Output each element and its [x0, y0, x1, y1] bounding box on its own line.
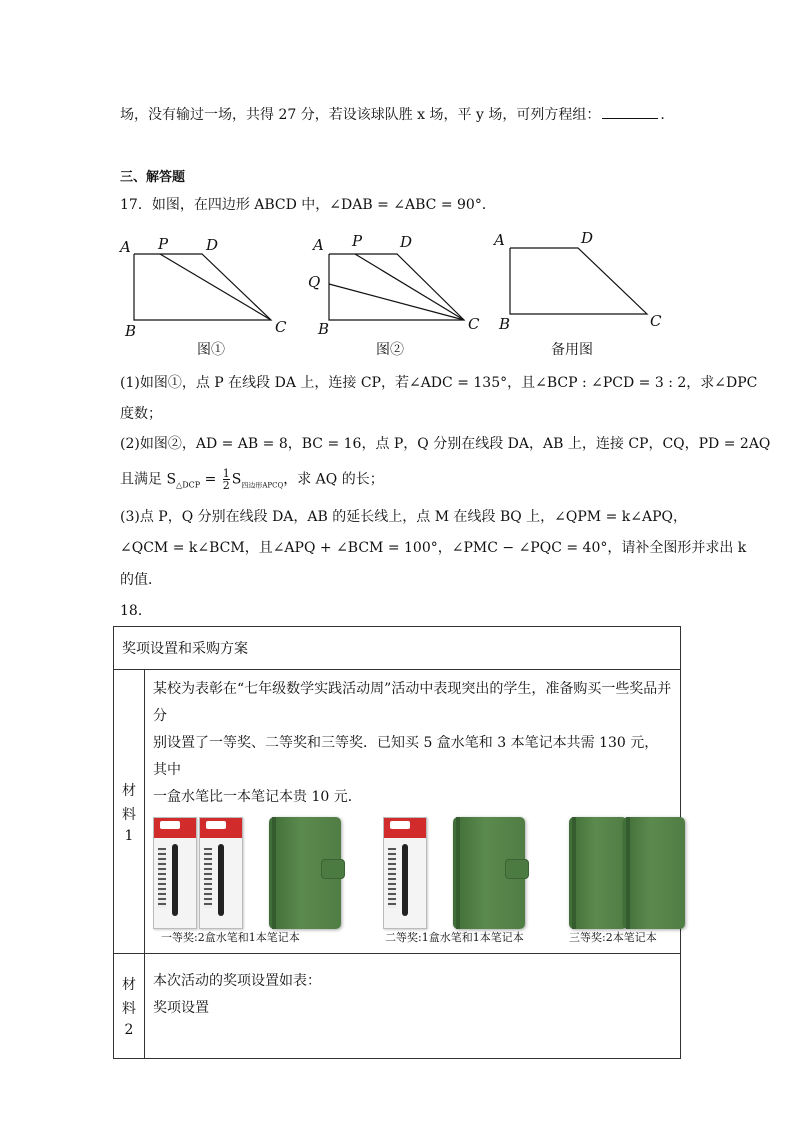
- notebook-image: [623, 817, 685, 929]
- fig2-label-q: Q: [308, 273, 321, 291]
- pen-box-image: [383, 817, 427, 929]
- fig3-label-a: A: [494, 231, 505, 249]
- fig1-quad: [134, 254, 271, 320]
- figure-1-labels: [118, 235, 287, 340]
- mat2-char-3: 2: [124, 1022, 134, 1038]
- material-1-row: [114, 670, 681, 954]
- pen-box-image: [199, 817, 243, 929]
- part2-post: ，求 AQ 的长；: [283, 471, 384, 488]
- notebook-image: [269, 817, 341, 929]
- fraction-num: 1: [222, 467, 230, 480]
- material-1-content: [145, 670, 681, 954]
- fig2-label-p: P: [352, 232, 363, 250]
- fig2-label-a: A: [313, 236, 324, 254]
- section-title: 三、解答题: [120, 170, 186, 185]
- q17-part3-line3: 的值．: [120, 572, 162, 588]
- half-fraction: [223, 468, 230, 491]
- mat2-line-2: 奖项设置: [153, 1000, 209, 1016]
- part2-s2: S: [231, 471, 242, 488]
- figure-3-labels: [492, 229, 662, 333]
- q18-table: [113, 626, 681, 1059]
- mat1-char-3: 1: [124, 827, 134, 844]
- prize-3-caption: 三等奖:2本笔记本: [569, 931, 657, 944]
- fig3-label-b: B: [499, 315, 511, 333]
- material-1-label: [114, 670, 145, 954]
- fraction-den: 2: [222, 479, 230, 492]
- figure-2: [329, 254, 464, 320]
- fig1-label-p: P: [158, 235, 169, 253]
- q18-number: 18．: [120, 603, 152, 619]
- intro-text: 场，没有输过一场，共得 27 分，若设该球队胜 x 场，平 y 场，可列方程组：: [120, 107, 601, 123]
- intro-line: [120, 104, 665, 125]
- fig1-label-a: A: [120, 238, 131, 256]
- q17-part2-line1: (2)如图②，AD = AB = 8，BC = 16，点 P，Q 分别在线段 DA，AB 上，连接 CP，CQ，PD = 2AQ: [120, 436, 771, 452]
- q17-part2-line2: 且满足 $S_{\triangle DCP}$ = $\frac{1}{2}$ $S_{四边形APCQ}$，求 AQ 的长；: [120, 467, 384, 492]
- material-2-row: [114, 954, 681, 1059]
- fig2-caption: 图②: [376, 342, 404, 358]
- fig1-label-d: D: [206, 236, 219, 254]
- q17-part3-line2: ∠QCM = k∠BCM，且∠APQ + ∠BCM = 100°，∠PMC − ∠PQC = 40°，请补全图形并求出 k: [120, 540, 747, 556]
- prize-images: [153, 817, 672, 947]
- fig1-label-b: B: [125, 322, 137, 340]
- mat2-line-1: 本次活动的奖项设置如表：: [153, 973, 321, 989]
- q17-stem: 17．如图，在四边形 ABCD 中，∠DAB = ∠ABC = 90°．: [120, 197, 496, 213]
- figure-1: [134, 254, 271, 320]
- fig3-label-c: C: [650, 312, 662, 330]
- intro-end: .: [660, 107, 665, 123]
- material-2-label: [114, 954, 145, 1059]
- mat2-char-2: 料: [122, 1001, 136, 1017]
- prize-2-caption: 二等奖:1盒水笔和1本笔记本: [385, 931, 524, 944]
- part2-s-prefix: 且满足 S: [120, 471, 177, 488]
- part2-sub-apcq: 四边形APCQ: [241, 481, 284, 490]
- answer-blank[interactable]: [602, 104, 658, 119]
- notebook-image: [569, 817, 627, 929]
- fig1-line-cp: [160, 254, 271, 320]
- fig1-label-c: C: [275, 318, 287, 336]
- notebook-image: [453, 817, 525, 929]
- part2-sub-dcp: △DCP: [176, 480, 201, 490]
- fig3-caption: 备用图: [551, 342, 593, 358]
- q17-part1-line1: (1)如图①，点 P 在线段 DA 上，连接 CP，若∠ADC = 135°，且∠BCP : ∠PCD = 3 : 2，求∠DPC: [120, 375, 758, 391]
- fig3-label-d: D: [581, 229, 594, 247]
- mat1-line-1: 某校为表彰在“七年级数学实践活动周”活动中表现突出的学生，准备购买一些奖品并分: [153, 681, 672, 724]
- q17-part1-line2: 度数；: [120, 406, 162, 422]
- figure-3: [510, 248, 647, 314]
- prize-1-caption: 一等奖:2盒水笔和1本笔记本: [161, 931, 300, 944]
- pen-box-image: [153, 817, 197, 929]
- q17-part3-line1: (3)点 P，Q 分别在线段 DA，AB 的延长线上，点 M 在线段 BQ 上，∠QPM = k∠APQ，: [120, 509, 687, 525]
- fig3-quad: [510, 248, 647, 314]
- material-2-content: [145, 954, 681, 1059]
- mat2-char-1: 材: [122, 977, 136, 993]
- mat1-line-2: 别设置了一等奖、二等奖和三等奖．已知买 5 盒水笔和 3 本笔记本共需 130 元，其中: [153, 735, 659, 778]
- mat1-line-3: 一盒水笔比一本笔记本贵 10 元．: [153, 789, 362, 805]
- fig2-label-c: C: [468, 315, 480, 333]
- fig2-label-d: D: [400, 233, 413, 251]
- mat1-char-2: 料: [122, 806, 136, 823]
- fig1-caption: 图①: [197, 342, 225, 358]
- table-header: 奖项设置和采购方案: [114, 627, 681, 670]
- fig2-label-b: B: [318, 320, 330, 338]
- fig2-line-cq: [329, 284, 464, 320]
- mat1-char-1: 材: [122, 782, 136, 799]
- fig2-line-cp: [355, 254, 464, 320]
- fig2-quad: [329, 254, 464, 320]
